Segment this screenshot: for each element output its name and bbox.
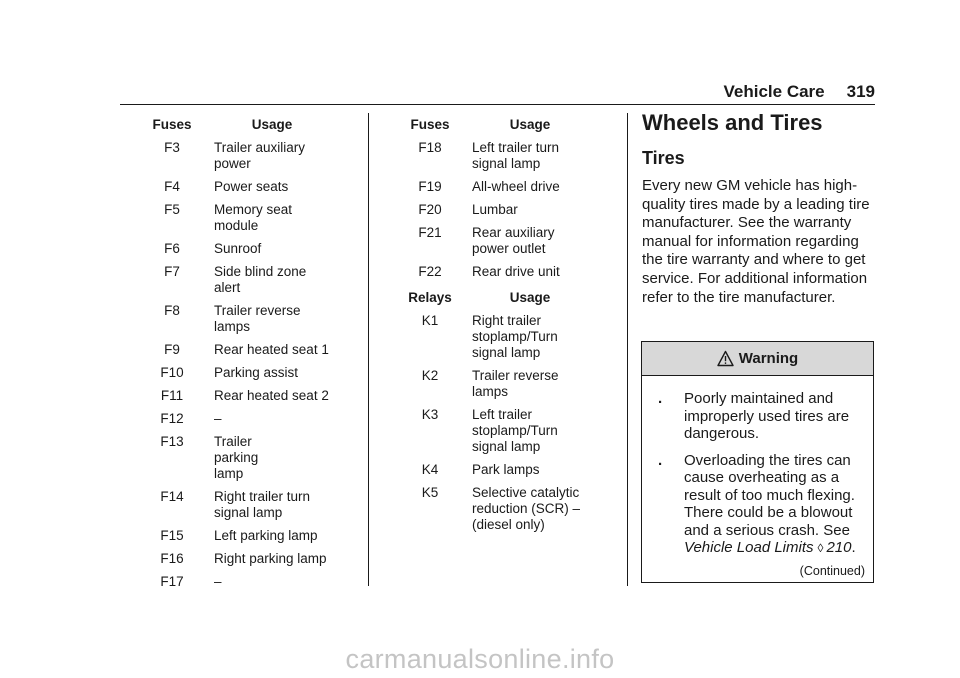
fuse-usage: Trailer parking lamp: [214, 434, 259, 481]
table-row: [398, 368, 588, 400]
relay-id: K4: [421, 462, 439, 477]
fuse-usage: Rear auxiliary power outlet: [472, 225, 555, 256]
fuse-id: F8: [164, 303, 180, 318]
fuse-table-left: [140, 117, 330, 597]
fuse-id: F4: [164, 179, 180, 194]
bullet: .: [658, 390, 663, 407]
table-row: [398, 407, 588, 455]
fuse-usage: Right parking lamp: [214, 551, 327, 566]
bullet-text-part: Overloading the tires can cause overheating as a result of too much flexing. There could be a blowout and a serious crash. See: [684, 451, 855, 539]
fuse-id: F9: [164, 342, 180, 357]
fuse-usage: Power seats: [214, 179, 289, 194]
table-row: [140, 241, 330, 257]
fuse-id: F16: [160, 551, 184, 566]
fuse-id: F13: [160, 434, 184, 449]
fuse-usage: Rear heated seat 1: [214, 342, 329, 357]
fuse-id: F7: [164, 264, 180, 279]
warning-bullet-text: Poorly maintained and improperly used tires are dangerous.: [684, 390, 850, 442]
section-name: Vehicle Care: [723, 82, 825, 101]
column-divider: [368, 113, 369, 586]
fuse-usage: Lumbar: [472, 202, 518, 217]
fuse-usage: Rear drive unit: [472, 264, 560, 279]
fuse-id: F18: [418, 140, 442, 155]
section-subtitle: Tires: [642, 148, 685, 168]
relay-id: K2: [421, 368, 439, 383]
fuse-id: F20: [418, 202, 442, 217]
fuse-id: F6: [164, 241, 180, 256]
table-row: [140, 342, 330, 358]
relay-id: K3: [421, 407, 439, 422]
fuse-usage: –: [214, 411, 222, 426]
column-divider: [627, 113, 628, 586]
table-row: [140, 388, 330, 404]
table-row: [140, 303, 330, 335]
watermark: carmanualsonline.info: [345, 644, 615, 674]
page-number: 319: [846, 82, 875, 101]
fuse-usage: Trailer auxiliary power: [214, 140, 306, 171]
col-fuses-header: Fuses: [152, 117, 192, 132]
col-relays-header: Relays: [408, 290, 452, 305]
warning-bullet-text: [684, 452, 865, 558]
fuse-usage: Side blind zone alert: [214, 264, 307, 295]
fuse-id: F12: [160, 411, 184, 426]
col-usage-header: Usage: [251, 117, 293, 132]
table-row: [140, 489, 330, 521]
fuse-id: F19: [418, 179, 442, 194]
table-row: [398, 313, 588, 361]
warning-box: [641, 341, 874, 583]
table-row: [140, 202, 330, 234]
relay-usage: Selective catalytic reduction (SCR) – (diesel only): [472, 485, 581, 532]
table-row: [398, 485, 588, 533]
table-row: [140, 528, 330, 544]
table-row: [140, 179, 330, 195]
tires-paragraph: Every new GM vehicle has high-quality tires made by a leading tire manufacturer. See the warranty manual for information regarding the tire warranty and where to get service. For additional information refer to the tire manufacturer.: [642, 177, 870, 306]
warning-triangle-icon: [717, 350, 734, 367]
fuse-id: F10: [160, 365, 184, 380]
warning-list: [642, 376, 873, 558]
bullet-end: .: [851, 539, 856, 556]
table-row: [398, 264, 588, 280]
table-row: [140, 264, 330, 296]
section-title: Wheels and Tires: [642, 110, 823, 135]
fuse-usage: Sunroof: [214, 241, 262, 256]
fuse-id: F22: [418, 264, 442, 279]
table-header: [398, 117, 588, 133]
header-rule: [120, 104, 875, 105]
list-item: [658, 390, 865, 443]
table-row: [140, 551, 330, 567]
fuse-usage: Right trailer turn signal lamp: [214, 489, 311, 520]
fuse-id: F17: [160, 574, 184, 589]
table-row: [398, 179, 588, 195]
table-row: [140, 140, 330, 172]
fuse-usage: Memory seat module: [214, 202, 293, 233]
fuse-id: F11: [160, 388, 184, 403]
relay-id: K1: [421, 313, 439, 328]
table-header: [140, 117, 330, 133]
relay-usage: Right trailer stoplamp/Turn signal lamp: [472, 313, 558, 360]
table-row: [398, 140, 588, 172]
fuse-id: F5: [164, 202, 180, 217]
fuse-usage: Left parking lamp: [214, 528, 318, 543]
fuse-usage: –: [214, 574, 222, 589]
col-usage-header: Usage: [509, 117, 551, 132]
warning-title: Warning: [738, 350, 799, 367]
fuse-usage: Parking assist: [214, 365, 299, 380]
fuse-usage: Rear heated seat 2: [214, 388, 329, 403]
table-row: [398, 462, 588, 478]
relay-usage: Park lamps: [472, 462, 540, 477]
relay-table-header: [398, 290, 588, 306]
page-reference-icon: ◊: [817, 541, 824, 555]
fuse-id: F14: [160, 489, 184, 504]
bullet: .: [658, 451, 663, 469]
fuse-usage: Left trailer turn signal lamp: [472, 140, 560, 171]
continued-label: (Continued): [799, 564, 865, 578]
fuse-id: F3: [164, 140, 180, 155]
fuse-usage: All-wheel drive: [472, 179, 560, 194]
fuse-table-right: [398, 117, 588, 540]
fuse-id: F15: [160, 528, 184, 543]
list-item: [658, 452, 865, 558]
relay-usage: Trailer reverse lamps: [472, 368, 559, 399]
relay-id: K5: [421, 485, 439, 500]
table-row: [140, 411, 330, 427]
relay-usage: Left trailer stoplamp/Turn signal lamp: [472, 407, 558, 454]
fuse-usage: Trailer reverse lamps: [214, 303, 301, 334]
table-row: [140, 574, 330, 590]
warning-header: [642, 342, 873, 376]
fuse-id: F21: [418, 225, 442, 240]
col-fuses-header: Fuses: [410, 117, 450, 132]
cross-reference-link[interactable]: Vehicle Load Limits: [684, 539, 814, 556]
table-row: [140, 434, 330, 482]
col-usage-header: Usage: [509, 290, 551, 305]
page-header: [724, 82, 876, 102]
page-reference[interactable]: 210: [826, 539, 852, 556]
table-row: [140, 365, 330, 381]
table-row: [398, 225, 588, 257]
table-row: [398, 202, 588, 218]
